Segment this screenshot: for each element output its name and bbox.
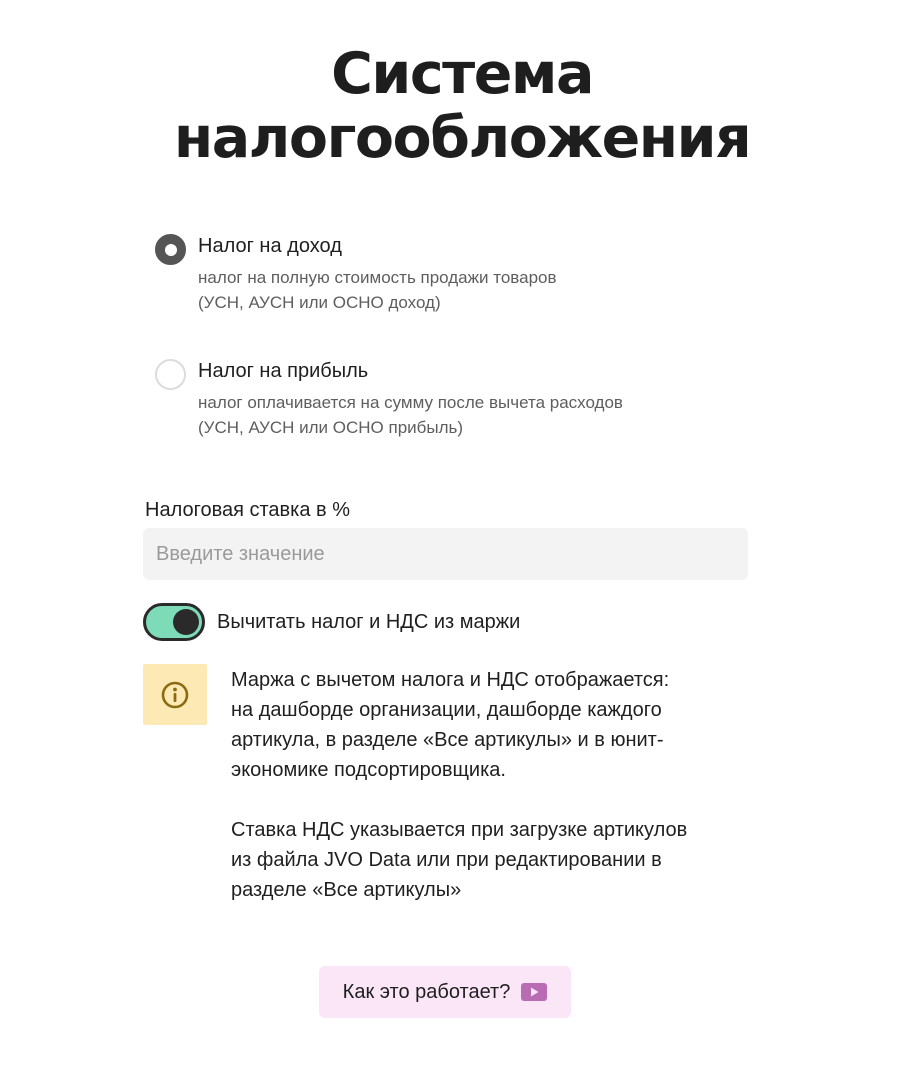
tax-option-profit[interactable] <box>155 357 775 440</box>
how-it-works-button[interactable] <box>319 966 571 1018</box>
page-title <box>0 42 924 170</box>
how-it-works-label: Как это работает? <box>342 980 511 1003</box>
deduct-tax-toggle-row <box>143 603 520 641</box>
info-icon <box>160 680 190 710</box>
description-line: налог оплачивается на сумму после вычета расходов <box>198 393 623 412</box>
page-title-line-1: Система <box>331 41 593 107</box>
info-paragraph-vat <box>231 815 771 905</box>
description-line: налог на полную стоимость продажи товаров <box>198 268 557 287</box>
radio-selected-icon[interactable] <box>155 234 186 265</box>
deduct-tax-toggle-label: Вычитать налог и НДС из маржи <box>217 611 521 633</box>
toggle-knob <box>173 609 199 635</box>
description-line: (УСН, АУСН или ОСНО прибыль) <box>198 418 464 437</box>
tax-option-profit-description <box>198 390 775 440</box>
info-line: на дашборде организации, дашборде каждого <box>231 699 662 721</box>
tax-type-radio-group <box>155 232 775 440</box>
info-line: Маржа с вычетом налога и НДС отображается: <box>231 669 670 691</box>
info-line: экономике подсортировщика. <box>231 759 506 781</box>
info-line: из файла JVO Data или при редактировании в <box>231 849 662 871</box>
radio-unselected-icon[interactable] <box>155 359 186 390</box>
deduct-tax-toggle[interactable] <box>143 603 205 641</box>
info-paragraph-margin <box>231 665 771 785</box>
info-line: разделе «Все артикулы» <box>231 879 462 901</box>
tax-option-income-label: Налог на доход <box>198 235 342 257</box>
page-title-line-2: налогообложения <box>173 105 751 171</box>
info-icon-box <box>143 664 207 725</box>
description-line: (УСН, АУСН или ОСНО доход) <box>198 293 441 312</box>
play-icon <box>521 983 547 1001</box>
info-line: Ставка НДС указывается при загрузке артикулов <box>231 819 688 841</box>
info-line: артикула, в разделе «Все артикулы» и в юнит- <box>231 729 664 751</box>
tax-rate-input[interactable] <box>143 528 748 580</box>
tax-option-profit-label: Налог на прибыль <box>198 360 369 382</box>
info-message <box>231 665 771 905</box>
tax-option-income-description <box>198 265 775 315</box>
tax-option-income[interactable] <box>155 232 775 315</box>
tax-rate-label: Налоговая ставка в % <box>145 499 350 521</box>
